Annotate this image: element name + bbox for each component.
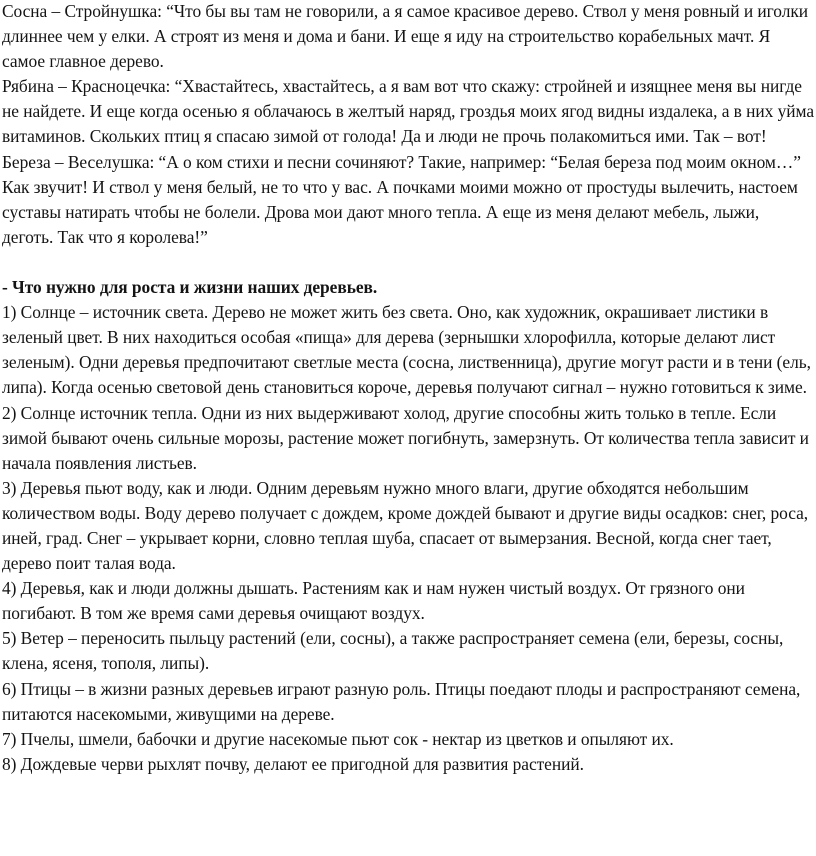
point-water: 3) Деревья пьют воду, как и люди. Одним деревьям нужно много влаги, другие обходятся небольшим количеством воды. Воду дерево получает с дождем, кроме дождей бывают и другие виды осадков: снег, роса, иней, град. Снег – укрывает корни, словно теплая шуба, спасает от вымерзания. Весной, когда снег тает, дерево поит талая вода.	[2, 477, 809, 574]
point-sun-light: 1) Солнце – источник света. Дерево не может жить без света. Оно, как художник, окрашивает листики в зеленый цвет. В них находиться особая «пища» для дерева (зернышки хлорофилла, которые делают лист зеленым). Одни деревья предпочитают светлые места (сосна, лиственница), другие могут расти и в тени (ель, липа). Когда осенью световой день становиться короче, деревья получают сигнал – нужно готовиться к зиме.	[2, 302, 811, 398]
point-birds: 6) Птицы – в жизни разных деревьев играют разную роль. Птицы поедают плоды и распространяют семена, питаются насекомыми, живущими на дереве.	[2, 678, 801, 724]
paragraph-spacer	[2, 250, 814, 275]
point-worms: 8) Дождевые черви рыхлят почву, делают ее пригодной для развития растений.	[2, 753, 584, 774]
dialogue-pine: Сосна – Стройнушка: “Что бы вы там не говорили, а я самое красивое дерево. Ствол у меня ровный и иголки длиннее чем у елки. А строят из меня и дома и бани. И еще я иду на строительство корабельных мачт. Я самое главное дерево.	[2, 1, 808, 72]
dialogue-rowan: Рябина – Красноцечка: “Хвастайтесь, хвастайтесь, а я вам вот что скажу: стройней и изящнее меня вы нигде не найдете. И еще когда осенью я облачаюсь в желтый наряд, гроздья моих ягод видны издалека, а в них уйма витаминов. Скольких птиц я спасаю зимой от голода! Да и люди не прочь полакомиться ими. Так – вот!	[2, 76, 814, 147]
point-sun-heat: 2) Солнце источник тепла. Одни из них выдерживают холод, другие способны жить только в тепле. Если зимой бывают очень сильные морозы, растение может погибнуть, замерзнуть. От количества тепла зависит и начала появления листьев.	[2, 402, 809, 473]
point-insects: 7) Пчелы, шмели, бабочки и другие насекомые пьют сок - нектар из цветков и опыляют их.	[2, 728, 674, 749]
section-heading: - Что нужно для роста и жизни наших деревьев.	[2, 277, 378, 298]
dialogue-birch: Береза – Веселушка: “А о ком стихи и песни сочиняют? Такие, например: “Белая береза под моим окном…” Как звучит! И ствол у меня белый, не то что у вас. А почками моими можно от простуды вылечить, настоем суставы натирать чтобы не болели. Дрова мои дают много тепла. А еще из меня делают мебель, лыжи, деготь. Так что я королева!”	[2, 151, 801, 247]
point-wind: 5) Ветер – переносить пыльцу растений (ели, сосны), а также распространяет семена (ели, березы, сосны, клена, ясеня, тополя, липы).	[2, 628, 784, 674]
point-air: 4) Деревья, как и люди должны дышать. Растениям как и нам нужен чистый воздух. От грязного они погибают. В том же время сами деревья очищают воздух.	[2, 578, 745, 624]
